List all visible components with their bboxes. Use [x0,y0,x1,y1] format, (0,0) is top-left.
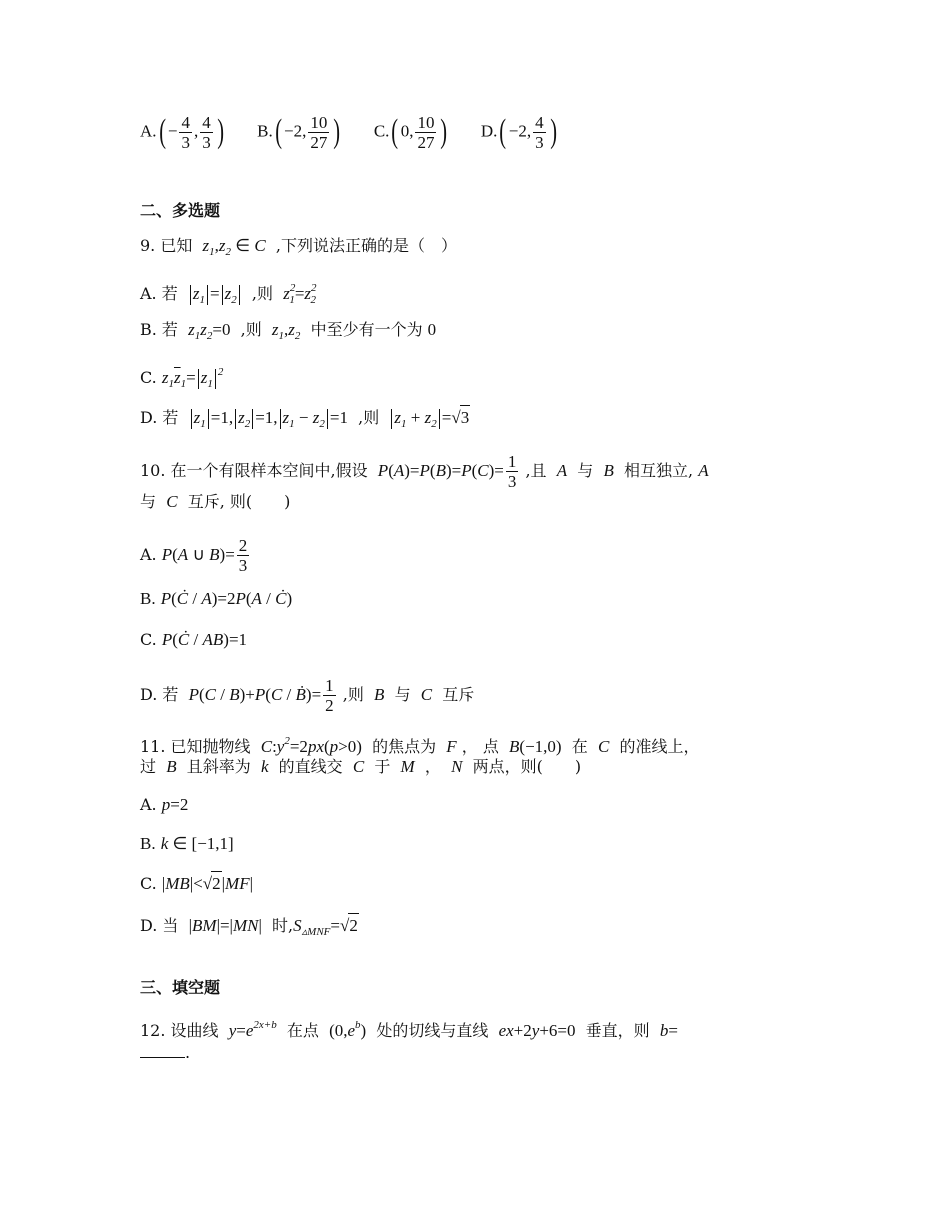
q11-stem-line2: 过 B 且斜率为 k 的直线交 C 于 M ， N 两点，则( ) [140,757,582,776]
q12-stem: 12. 设曲线 $y=e^{2x+b}$ 在点 $(0,e^b)$ 处的切线与直线 ex+2y+6=0 垂直，则 b= [140,1019,678,1040]
q9-option-d: D. 若 $z_1 =1$, $z_2 =1$, $z_1 - z_2 =1$ ,则 $z_1 + z_2 =√3$ [140,405,470,436]
q10-stem-line2: 与 C 互斥, 则( ) [140,492,291,511]
q10-option-a: A. P(A ∪ B)= $\frac{2}{3}$ [140,536,248,575]
q10-stem: 10. 在一个有限样本空间中,假设 P(A)=P(B)=P(C)= $\frac{1}{3}$ ,且 A 与 B 相互独立, A [140,452,709,491]
q8-option-b: B.( −2, $\frac{10}{27}$ ) [257,112,341,152]
q9-option-c: C. $z_1\overline{z}_1= z_1^2$ [140,366,224,390]
q12-answer-blank[interactable]: . [140,1041,190,1065]
q10-option-d: D. 若 P(C / B)+P(C / Ḃ)= $\frac{1}{2}$ ,则 B 与 C 互斥 [140,676,475,715]
answer-blank[interactable] [140,1043,185,1058]
q10-option-b: B. P(Ċ / A)=2P(A / Ċ) [140,589,293,608]
q9-option-a: A. 若 $z_1 = z_2$ ,则 $z^2_1=z^2_2$ [140,282,317,306]
q8-option-c: C.( 0, $\frac{10}{27}$ ) [373,112,448,152]
q8-option-a: A.( − $\frac{4}{3}$ , $\frac{4}{3}$ ) [140,112,224,152]
q11-stem: 11. 已知抛物线 $C:y^2=2px(p>0)$ 的焦点为 F ， 点 B(−1,0) 在 C 的准线上， [140,735,700,756]
q8-options [140,112,585,152]
section-heading-fill: 三、填空题 [140,978,221,997]
q8-option-d: D.( −2, $\frac{4}{3}$ ) [480,112,557,152]
section-heading-multi: 二、多选题 [140,201,221,220]
q9-option-b: B. 若 $z_1z_2=0$ ,则 $z_1,z_2$ 中至少有一个为 0 [140,320,437,342]
q11-option-d: D. 当 |BM|=|MN| 时$,S_{▵MNF}=√2$ [140,913,359,944]
q11-option-c: C. |MB|<√2|MF| [140,871,253,896]
q11-option-b: B. k ∈ [−1,1] [140,834,234,853]
q10-option-c: C. P(Ċ / AB)=1 [140,630,248,649]
q9-stem: 9. 已知 $z_1,z_2$ ∈ C ,下列说法正确的是（ ） [140,236,457,258]
q11-option-a: A. p=2 [140,795,189,814]
